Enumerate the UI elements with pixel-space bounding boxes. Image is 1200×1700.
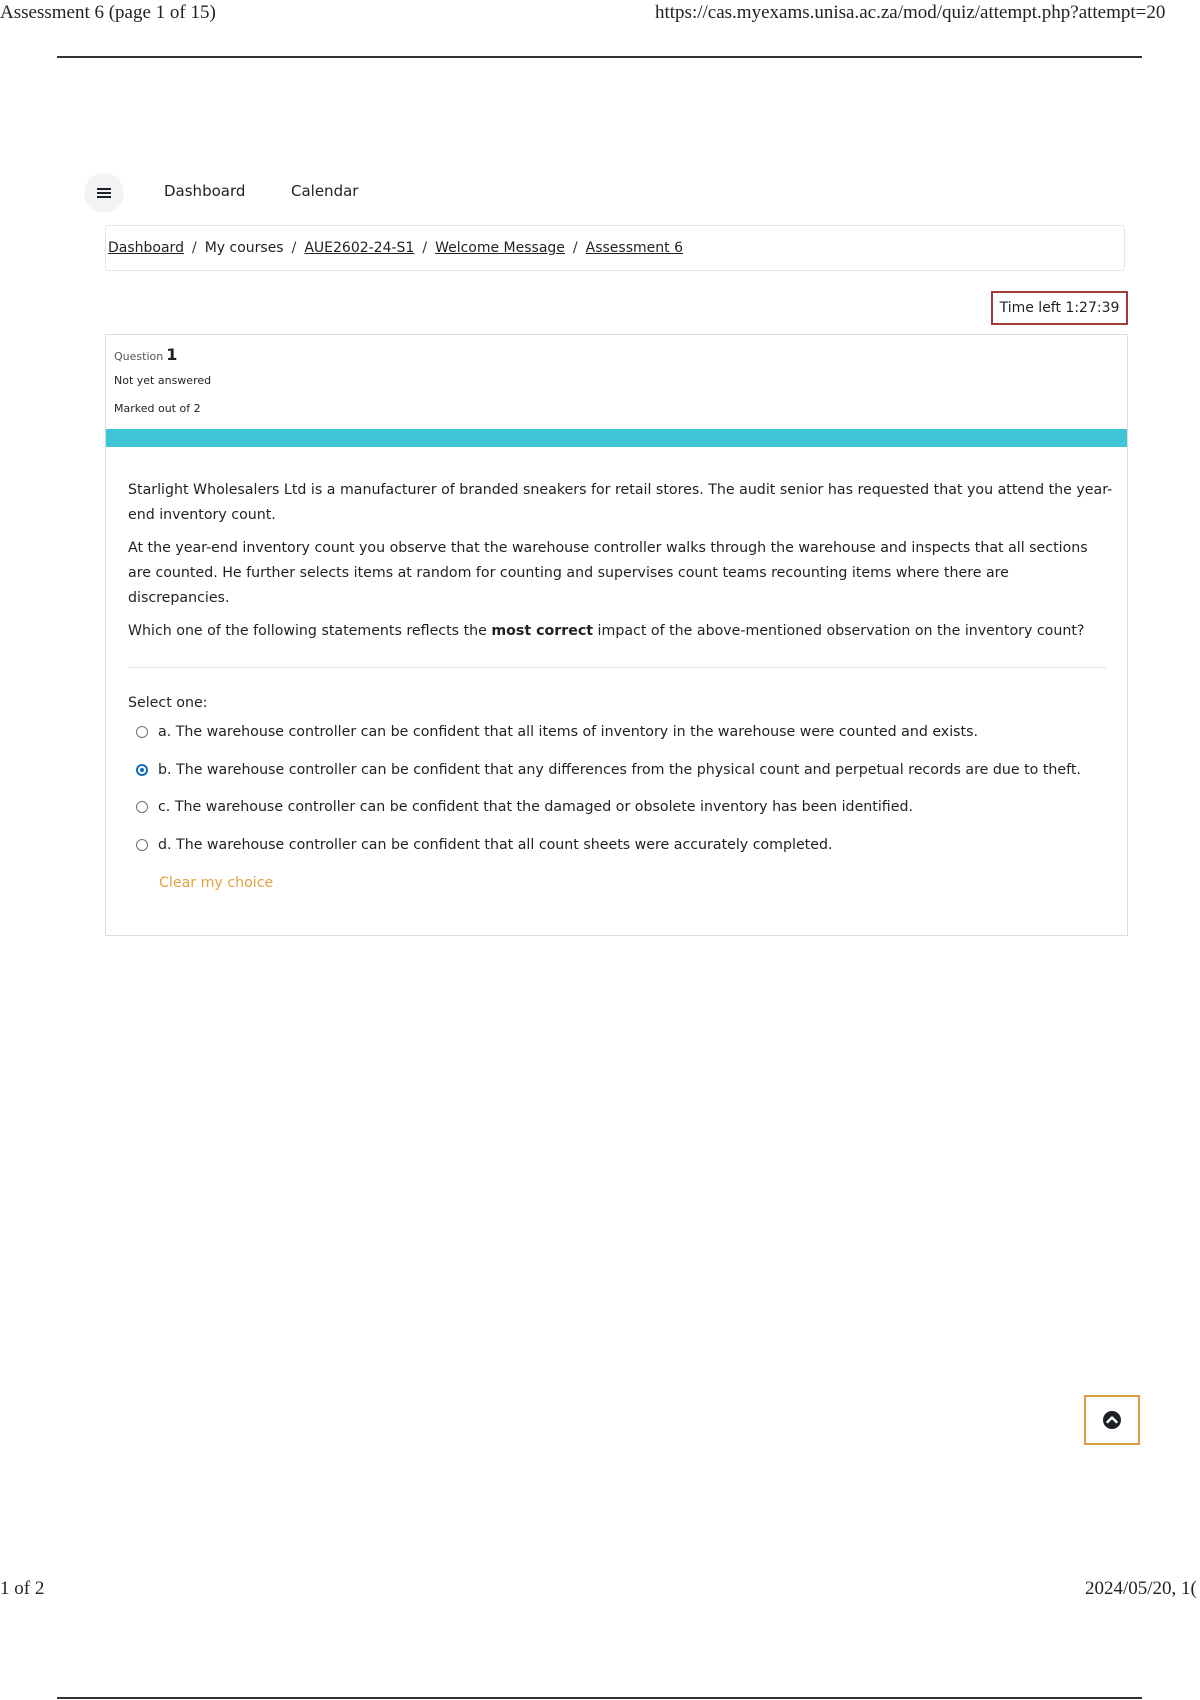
- breadcrumb-welcome-message[interactable]: Welcome Message: [435, 240, 565, 256]
- breadcrumb-separator: /: [572, 240, 578, 256]
- arrow-up-circle-icon: [1102, 1410, 1122, 1430]
- radio-button-d[interactable]: [136, 839, 148, 851]
- select-one-label: Select one:: [128, 695, 208, 711]
- breadcrumb-assessment[interactable]: Assessment 6: [585, 240, 683, 256]
- question-paragraph: At the year-end inventory count you observe that the warehouse controller walks through the warehouse and inspects that all sections are counted. He further selects items at random for counting and supervises count teams recounting items where there are discrepancies.: [128, 540, 1088, 606]
- nav-calendar-link[interactable]: Calendar: [291, 182, 359, 200]
- question-paragraph: Starlight Wholesalers Ltd is a manufacturer of branded sneakers for retail stores. The audit senior has requested that you attend the year-end inventory count.: [128, 482, 1113, 523]
- option-text: The warehouse controller can be confident that any differences from the physical count and perpetual records are due to theft.: [176, 762, 1081, 778]
- print-page-url: https://cas.myexams.unisa.ac.za/mod/quiz/attempt.php?attempt=20: [655, 2, 1166, 23]
- question-divider: [128, 667, 1106, 668]
- prompt-text: impact of the above-mentioned observation on the inventory count?: [593, 623, 1085, 639]
- answer-option-c[interactable]: [136, 799, 913, 815]
- answer-option-a[interactable]: [136, 724, 978, 740]
- breadcrumb-course[interactable]: AUE2602-24-S1: [304, 240, 415, 256]
- back-to-top-button[interactable]: [1084, 1395, 1140, 1445]
- breadcrumb-my-courses: My courses: [204, 240, 284, 256]
- breadcrumb-separator: /: [291, 240, 297, 256]
- radio-button-a[interactable]: [136, 726, 148, 738]
- breadcrumb-separator: /: [191, 240, 197, 256]
- print-date: 2024/05/20, 1(: [1085, 1578, 1197, 1599]
- radio-button-b[interactable]: [136, 764, 148, 776]
- question-label: Question: [114, 350, 164, 363]
- radio-button-c[interactable]: [136, 801, 148, 813]
- question-mark: Marked out of 2: [114, 402, 201, 415]
- print-page-title: Assessment 6 (page 1 of 15): [0, 2, 216, 23]
- answer-option-b[interactable]: [136, 762, 1081, 778]
- question-prompt: [128, 619, 1113, 644]
- print-page-count: 1 of 2: [0, 1578, 45, 1599]
- option-letter: a.: [158, 724, 172, 740]
- breadcrumb: [105, 225, 1125, 271]
- option-text: The warehouse controller can be confident that all items of inventory in the warehouse were counted and exists.: [175, 724, 979, 740]
- option-text: The warehouse controller can be confident that all count sheets were accurately completed.: [176, 837, 833, 853]
- option-text: The warehouse controller can be confident that the damaged or obsolete inventory has been identified.: [174, 799, 913, 815]
- prompt-text: Which one of the following statements reflects the: [128, 623, 492, 639]
- question-text: [128, 478, 1113, 652]
- question-number: 1: [166, 345, 178, 364]
- answer-option-d[interactable]: [136, 837, 833, 853]
- option-letter: c.: [158, 799, 171, 815]
- print-footer-rule: [57, 1697, 1142, 1699]
- breadcrumb-separator: /: [422, 240, 428, 256]
- question-info: [114, 345, 177, 364]
- question-state: Not yet answered: [114, 374, 212, 387]
- option-letter: d.: [158, 837, 172, 853]
- option-letter: b.: [158, 762, 172, 778]
- clear-choice-link[interactable]: Clear my choice: [159, 875, 274, 891]
- question-card: [105, 334, 1128, 936]
- nav-dashboard-link[interactable]: Dashboard: [164, 182, 246, 200]
- breadcrumb-dashboard[interactable]: Dashboard: [108, 240, 184, 256]
- question-accent-bar: [106, 429, 1127, 447]
- prompt-bold: most correct: [491, 623, 594, 639]
- print-header-rule: [57, 56, 1142, 58]
- hamburger-icon[interactable]: [84, 173, 124, 213]
- quiz-timer: Time left 1:27:39: [991, 291, 1128, 325]
